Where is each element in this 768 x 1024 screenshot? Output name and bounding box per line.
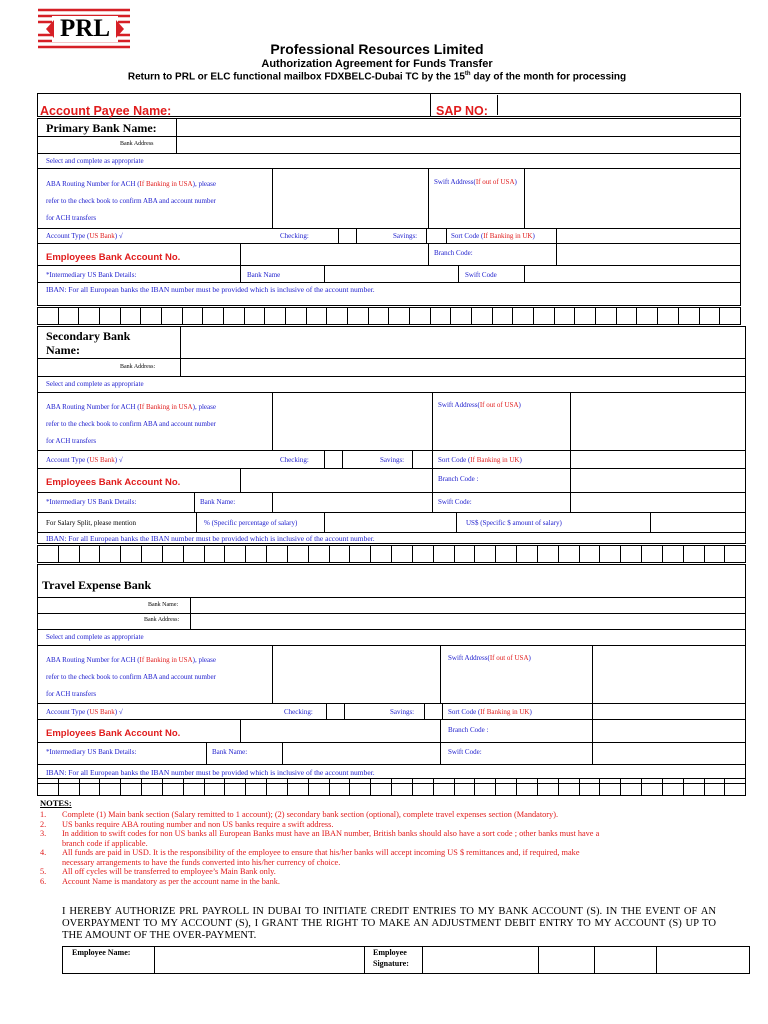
- secondary-intermediary-bank-name-label: Bank Name:: [200, 498, 236, 506]
- primary-intermediary-bank-name-label: Bank Name: [247, 271, 281, 279]
- secondary-intermediary-swift-input[interactable]: [572, 493, 742, 511]
- notes-list: [40, 810, 730, 886]
- primary-savings-box[interactable]: [427, 229, 445, 242]
- primary-iban-note: IBAN: For all European banks the IBAN number must be provided which is inclusive of the account number.: [46, 285, 375, 294]
- sap-input[interactable]: [500, 96, 738, 116]
- travel-intermediary-bank-name-label: Bank Name:: [212, 748, 248, 756]
- note-text: All funds are paid in USD. It is the responsibility of the employee to ensure that his/her banks will accept incoming US $ remittances and, if required, make: [62, 848, 580, 857]
- employee-name-label: Employee Name:: [72, 948, 131, 957]
- travel-branch-code-label: Branch Code :: [448, 726, 489, 734]
- signature-extra-field-2[interactable]: [596, 948, 654, 972]
- travel-aba-label: ABA Routing Number for ACH (If Banking in USA), please refer to the check book to confirm ABA and account number for ACH transfers: [46, 656, 216, 698]
- primary-iban-boxes[interactable]: [37, 307, 741, 325]
- note-text: US banks require ABA routing number and non US banks require a swift address.: [62, 819, 334, 829]
- secondary-swift-address-label: Swift Address(If out of USA): [438, 401, 521, 409]
- travel-sort-code-label: Sort Code (If Banking in UK): [448, 708, 532, 716]
- note-number: 2.: [40, 819, 47, 829]
- travel-intermediary-label: *Intermediary US Bank Details:: [46, 748, 137, 756]
- sap-label: SAP NO:: [436, 104, 488, 118]
- secondary-checking-box[interactable]: [325, 451, 341, 467]
- note-item: [40, 810, 730, 820]
- authorization-text: I HEREBY AUTHORIZE PRL PAYROLL IN DUBAI TO INITIATE CREDIT ENTRIES TO MY BANK ACCOUNT (S). IN THE EVENT OF AN OVERPAYMENT TO MY ACCOUNT (S), I GRANT THE RIGHT TO MAKE AN ADJUSTMENT DEBIT ENTRY TO MY ACCOUNT (S) UP TO THE AMOUNT OF THE OVER-PAYMENT.: [62, 906, 716, 941]
- primary-bank-name-input[interactable]: [178, 120, 738, 135]
- primary-bank-address-label: Bank Address: [120, 141, 154, 147]
- secondary-branch-code-input[interactable]: [572, 470, 742, 490]
- secondary-intermediary-label: *Intermediary US Bank Details:: [46, 498, 137, 506]
- secondary-aba-label: ABA Routing Number for ACH (If Banking in USA), please refer to the check book to confirm ABA and account number for ACH transfers: [46, 403, 216, 445]
- primary-branch-code-input[interactable]: [558, 245, 738, 263]
- note-item: [40, 820, 730, 830]
- travel-bank-name-label: Bank Name:: [148, 602, 179, 608]
- account-payee-input[interactable]: [200, 96, 426, 116]
- primary-employee-account-input[interactable]: [242, 245, 426, 263]
- form-instruction: [0, 71, 754, 82]
- secondary-iban-boxes[interactable]: [37, 545, 746, 563]
- travel-bank-address-label: Bank Address:: [144, 617, 180, 623]
- travel-account-type-label: Account Type (US Bank) √: [46, 708, 123, 716]
- primary-savings-label: Savings:: [393, 232, 418, 240]
- signature-extra-field-1[interactable]: [540, 948, 592, 972]
- travel-bank-title: Travel Expense Bank: [42, 578, 152, 592]
- travel-swift-address-input[interactable]: [594, 647, 742, 701]
- secondary-aba-input[interactable]: [274, 394, 430, 448]
- primary-account-type-label: Account Type (US Bank) √: [46, 232, 123, 240]
- salary-split-label: For Salary Split, please mention: [46, 519, 137, 527]
- primary-aba-label: ABA Routing Number for ACH (If Banking in USA), please refer to the check book to confirm ABA and account number for ACH transfers: [46, 180, 216, 222]
- primary-bank-name-label: Primary Bank Name:: [46, 121, 157, 135]
- secondary-select-text: Select and complete as appropriate: [46, 380, 144, 388]
- primary-swift-address-input[interactable]: [526, 170, 738, 226]
- travel-iban-note: IBAN: For all European banks the IBAN number must be provided which is inclusive of the account number.: [46, 768, 375, 777]
- primary-aba-input[interactable]: [274, 170, 426, 226]
- primary-swift-address-label: Swift Address(If out of USA): [434, 178, 517, 186]
- salary-usd-label: US$ (Specific $ amount of salary): [466, 519, 562, 527]
- secondary-bank-address-input[interactable]: [182, 359, 742, 375]
- account-payee-label: Account Payee Name:: [40, 104, 172, 118]
- note-item: [40, 858, 730, 868]
- secondary-swift-address-input[interactable]: [572, 394, 742, 448]
- primary-bank-address-input[interactable]: [178, 137, 738, 152]
- employee-signature-label: Employee Signature:: [373, 948, 409, 968]
- note-text: Complete (1) Main bank section (Salary remitted to 1 account); (2) secondary bank section (optional), complete travel expenses section (Mandatory).: [62, 810, 559, 819]
- note-text: Account Name is mandatory as per the account name in the bank.: [62, 876, 280, 886]
- company-name: Professional Resources Limited: [270, 41, 484, 57]
- note-text: branch code if applicable.: [62, 838, 148, 848]
- travel-employee-account-label: Employees Bank Account No.: [46, 728, 181, 739]
- secondary-account-type-label: Account Type (US Bank) √: [46, 456, 123, 464]
- salary-usd-input[interactable]: [652, 513, 742, 531]
- form-subtitle: Authorization Agreement for Funds Transfer: [261, 58, 493, 70]
- travel-bank-name-input[interactable]: [192, 598, 742, 612]
- secondary-iban-note: IBAN: For all European banks the IBAN number must be provided which is inclusive of the account number.: [46, 534, 375, 543]
- primary-select-text: Select and complete as appropriate: [46, 157, 144, 165]
- secondary-bank-address-label: Bank Address:: [120, 364, 156, 370]
- primary-checking-box[interactable]: [339, 229, 355, 242]
- note-item: [40, 839, 730, 849]
- primary-intermediary-label: *Intermediary US Bank Details:: [46, 271, 137, 279]
- primary-intermediary-swift-input[interactable]: [526, 266, 738, 281]
- note-item: [40, 877, 730, 887]
- note-number: 3.: [40, 829, 47, 838]
- primary-sort-code-label: Sort Code (If Banking in UK): [451, 232, 535, 240]
- primary-employee-account-label: Employees Bank Account No.: [46, 252, 181, 263]
- note-number: 5.: [40, 867, 47, 876]
- signature-extra-field-3[interactable]: [658, 948, 748, 972]
- primary-branch-code-label: Branch Code:: [434, 249, 473, 257]
- note-text: In addition to swift codes for non US banks all European Banks must have an IBAN number, British banks should also have a sort code ; other banks must have a: [62, 829, 600, 838]
- travel-intermediary-swift-input[interactable]: [594, 743, 742, 763]
- secondary-savings-box[interactable]: [413, 451, 431, 467]
- secondary-savings-label: Savings:: [380, 456, 405, 464]
- note-item: [40, 848, 730, 858]
- employee-name-input[interactable]: [156, 948, 362, 972]
- secondary-checking-label: Checking:: [280, 456, 309, 464]
- secondary-employee-account-label: Employees Bank Account No.: [46, 477, 181, 488]
- note-number: 1.: [40, 810, 47, 819]
- travel-iban-boxes[interactable]: [37, 778, 746, 796]
- salary-percentage-input[interactable]: [326, 513, 454, 531]
- secondary-intermediary-swift-label: Swift Code:: [438, 498, 472, 506]
- travel-savings-label: Savings:: [390, 708, 415, 716]
- travel-aba-input[interactable]: [274, 647, 438, 701]
- secondary-sort-code-label: Sort Code (If Banking in UK): [438, 456, 522, 464]
- travel-swift-address-label: Swift Address(If out of USA): [448, 654, 531, 662]
- travel-savings-box[interactable]: [425, 704, 441, 718]
- note-text: All off cycles will be transferred to employee’s Main Bank only.: [62, 867, 276, 876]
- primary-checking-label: Checking:: [280, 232, 309, 240]
- secondary-employee-account-input[interactable]: [242, 470, 430, 490]
- secondary-intermediary-bank-name-input[interactable]: [274, 493, 430, 511]
- travel-sort-code-input[interactable]: [594, 704, 742, 718]
- notes-title: NOTES:: [40, 798, 72, 808]
- travel-branch-code-input[interactable]: [594, 721, 742, 740]
- employee-signature-input[interactable]: [424, 948, 536, 972]
- instruction-post: day of the month for processing: [470, 71, 627, 83]
- instruction-pre: Return to PRL or ELC functional mailbox FDXBELC-Dubai TC by the 15: [127, 71, 465, 83]
- secondary-branch-code-label: Branch Code :: [438, 475, 479, 483]
- note-item: [40, 867, 730, 877]
- travel-checking-label: Checking:: [284, 708, 313, 716]
- secondary-sort-code-input[interactable]: [572, 451, 742, 467]
- note-number: 4.: [40, 848, 47, 857]
- note-number: 6.: [40, 876, 47, 886]
- logo-text: PRL: [60, 15, 110, 42]
- salary-percentage-label: % (Specific percentage of salary): [204, 519, 298, 527]
- primary-intermediary-bank-name-input[interactable]: [326, 266, 456, 281]
- primary-intermediary-swift-label: Swift Code: [465, 271, 497, 279]
- travel-select-text: Select and complete as appropriate: [46, 633, 144, 641]
- secondary-bank-name-input[interactable]: [182, 328, 742, 356]
- travel-checking-box[interactable]: [327, 704, 343, 718]
- travel-intermediary-swift-label: Swift Code:: [448, 748, 482, 756]
- travel-employee-account-input[interactable]: [242, 721, 438, 740]
- travel-intermediary-bank-name-input[interactable]: [284, 743, 438, 763]
- instruction-sup: th: [464, 71, 471, 77]
- secondary-bank-name-label: Secondary Bank Name:: [46, 329, 131, 357]
- primary-sort-code-input[interactable]: [558, 229, 738, 242]
- note-item: [40, 829, 730, 839]
- note-text: necessary arrangements to have the funds converted into his/her currency of choice.: [62, 857, 341, 867]
- travel-bank-address-input[interactable]: [192, 614, 742, 628]
